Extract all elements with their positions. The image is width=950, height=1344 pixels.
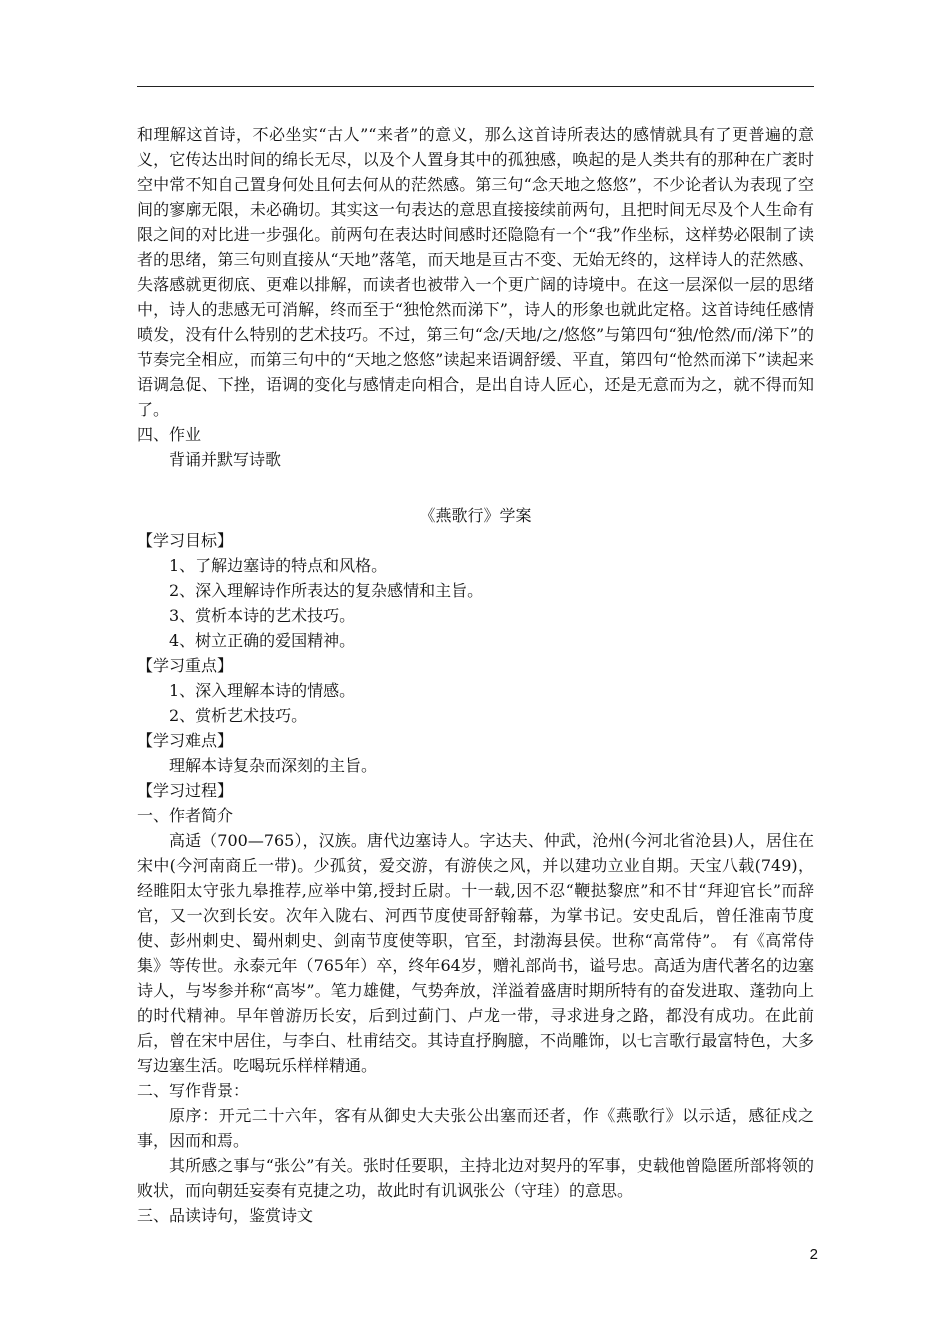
section-gap (137, 472, 814, 484)
background-paragraph: 其所感之事与“张公”有关。张时任要职，主持北边对契丹的军事，史载他曾隐匿所部将领的败状，而向朝廷妄奏有克捷之功，故此时有讥讽张公（守珪）的意思。 (137, 1156, 814, 1200)
study-plan-title: 《燕歌行》学案 (419, 506, 532, 525)
author-paragraph: 高适（700—765），汉族。唐代边塞诗人。字达夫、仲武，沧州(今河北省沧县)人，居住在宋中(今河南商丘一带)。少孤贫，爱交游，有游侠之风，并以建功立业自期。天宝八载(749)，经睢阳太守张九皋推荐,应举中第,授封丘尉。十一载,因不忍“鞭挞黎庶”和不甘“拜迎官长”而辞官，又一次到长安。次年入陇右、河西节度使哥舒翰幕，为掌书记。安史乱后，曾任淮南节度使、彭州刺史、蜀州刺史、剑南节度使等职，官至，封渤海县侯。世称“高常侍”。 有《高常侍集》等传世。永泰元年（765年）卒，终年64岁，赠礼部尚书，谥号忠。高适为唐代著名的边塞诗人，与岑参并称“高岑”。笔力雄健，气势奔放，洋溢着盛唐时期所特有的奋发进取、蓬勃向上的时代精神。早年曾游历长安，后到过蓟门、卢龙一带，寻求进身之路，都没有成功。在此前后，曾在宋中居住，与李白、杜甫结交。其诗直抒胸臆，不尚雕饰，以七言歌行最富特色，大多写边塞生活。吃喝玩乐样样精通。 (137, 831, 814, 1075)
goals-heading: 【学习目标】 (137, 531, 234, 550)
difficulty-heading: 【学习难点】 (137, 731, 234, 750)
goal-item: 1、了解边塞诗的特点和风格。 (169, 556, 388, 575)
background-heading: 二、写作背景： (137, 1081, 250, 1100)
header-rule (137, 86, 814, 87)
analysis-paragraph: 和理解这首诗，不必坐实“古人”“来者”的意义，那么这首诗所表达的感情就具有了更普遍的意义，它传达出时间的绵长无尽，以及个人置身其中的孤独感，唤起的是人类共有的那种在广袤时空中常不知自己置身何处且何去何从的茫然感。第三句“念天地之悠悠”，不少论者认为表现了空间的寥廓无限，未必确切。其实这一句表达的意思直接接续前两句，且把时间无尽及个人生命有限之间的对比进一步强化。前两句在表达时间感时还隐隐有一个“我”作坐标，这样势必限制了读者的思绪，第三句则直接从“天地”落笔，而天地是亘古不变、无始无终的，这样诗人的茫然感、失落感就更彻底、更难以排解，而读者也被带入一个更广阔的诗境中。在这一层深似一层的思绪中，诗人的悲感无可消解，终而至于“独怆然而涕下”，诗人的形象也就此定格。这首诗纯任感情喷发，没有什么特别的艺术技巧。不过，第三句“念/天地/之/悠悠”与第四句“独/怆然/而/涕下”的节奏完全相应，而第三句中的“天地之悠悠”读起来语调舒缓、平直，第四句“怆然而涕下”读起来语调急促、下挫，语调的变化与感情走向相合，是出自诗人匠心，还是无意而为之，就不得而知了。 (137, 125, 814, 419)
key-point-item: 1、深入理解本诗的情感。 (169, 681, 356, 700)
homework-heading: 四、作业 (137, 425, 202, 444)
homework-item: 背诵并默写诗歌 (169, 450, 282, 469)
goal-item: 2、深入理解诗作所表达的复杂感情和主旨。 (169, 581, 484, 600)
preface-paragraph: 原序：开元二十六年，客有从御史大夫张公出塞而还者，作《燕歌行》以示适，感征戍之事，因而和焉。 (137, 1106, 814, 1150)
goal-item: 3、赏析本诗的艺术技巧。 (169, 606, 356, 625)
page-body (137, 122, 814, 1228)
key-point-item: 2、赏析艺术技巧。 (169, 706, 308, 725)
process-heading: 【学习过程】 (137, 781, 234, 800)
author-heading: 一、作者简介 (137, 806, 234, 825)
page-number: 2 (809, 1246, 818, 1263)
reading-heading: 三、品读诗句，鉴赏诗文 (137, 1206, 314, 1225)
difficulty-item: 理解本诗复杂而深刻的主旨。 (169, 756, 378, 775)
key-points-heading: 【学习重点】 (137, 656, 234, 675)
goal-item: 4、树立正确的爱国精神。 (169, 631, 356, 650)
